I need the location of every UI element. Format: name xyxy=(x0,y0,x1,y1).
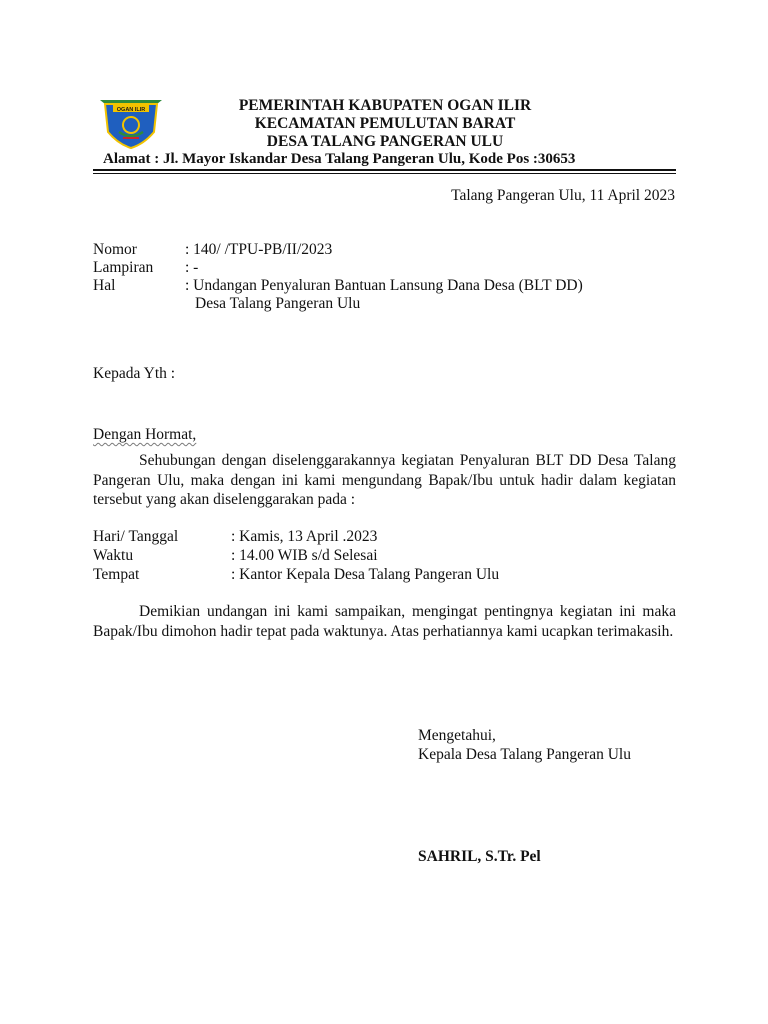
signature-name: SAHRIL, S.Tr. Pel xyxy=(418,848,541,865)
schedule-label-date: Hari/ Tanggal xyxy=(93,528,179,545)
meta-value-lampiran: : - xyxy=(185,259,199,276)
recipient: Kepada Yth : xyxy=(93,365,176,382)
place-date: Talang Pangeran Ulu, 11 April 2023 xyxy=(451,187,675,204)
letterhead-address: Alamat : Jl. Mayor Iskandar Desa Talang Pangeran Ulu, Kode Pos :30653 xyxy=(103,151,576,167)
letterhead-rule-thin xyxy=(93,173,676,174)
paragraph-closing: Demikian undangan ini kami sampaikan, mengingat pentingnya kegiatan ini maka Bapak/Ibu dimohon hadir tepat pada waktunya. Atas perhatiannya kami ucapkan terimakasih. xyxy=(93,603,676,640)
meta-label-lampiran: Lampiran xyxy=(93,259,154,276)
meta-value-hal-cont: Desa Talang Pangeran Ulu xyxy=(195,295,361,312)
regency-logo xyxy=(99,96,163,150)
schedule-value-date: : Kamis, 13 April .2023 xyxy=(231,528,378,545)
crest-caption: OGAN ILIR xyxy=(116,107,146,113)
signature-position: Kepala Desa Talang Pangeran Ulu xyxy=(418,746,631,763)
letterhead-line-3: DESA TALANG PANGERAN ULU xyxy=(266,133,504,150)
schedule-value-time: : 14.00 WIB s/d Selesai xyxy=(231,547,378,564)
greeting: Dengan Hormat, xyxy=(93,426,197,443)
meta-value-hal: : Undangan Penyaluran Bantuan Lansung Dana Desa (BLT DD) xyxy=(185,277,583,294)
meta-label-hal: Hal xyxy=(93,277,116,294)
paragraph-intro: Sehubungan dengan diselenggarakannya kegiatan Penyaluran BLT DD Desa Talang Pangeran Ulu, maka dengan ini kami mengundang Bapak/Ibu untuk hadir dalam kegiatan tersebut yang akan diselenggarakan pada : xyxy=(93,452,676,508)
signature-acknowledge: Mengetahui, xyxy=(418,727,496,744)
crest-icon xyxy=(99,96,163,150)
schedule-label-time: Waktu xyxy=(93,547,134,564)
letterhead-line-1: PEMERINTAH KABUPATEN OGAN ILIR xyxy=(238,97,532,114)
meta-label-nomor: Nomor xyxy=(93,241,137,258)
meta-value-nomor: : 140/ /TPU-PB/II/2023 xyxy=(185,241,333,258)
schedule-label-place: Tempat xyxy=(93,566,140,583)
schedule-value-place: : Kantor Kepala Desa Talang Pangeran Ulu xyxy=(231,566,500,583)
letterhead-line-2: KECAMATAN PEMULUTAN BARAT xyxy=(254,115,516,132)
letterhead-rule-thick xyxy=(93,169,676,171)
